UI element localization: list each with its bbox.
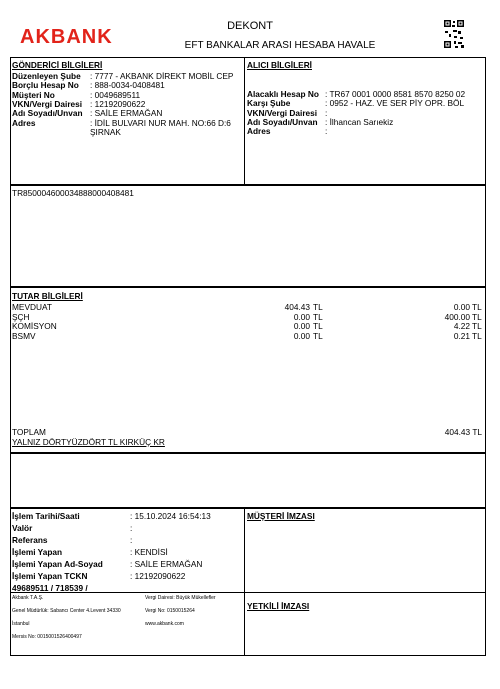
transaction-field-value: :: [130, 535, 133, 545]
total-value: 404.43 TL: [444, 427, 482, 437]
transaction-field-value: : 15.10.2024 16:54:13: [130, 511, 211, 521]
transaction-field-label: İşlemi Yapan: [12, 547, 63, 557]
receiver-field-label: Karşı Şube: [247, 98, 291, 109]
reference-line: 49689511 / 718539 /: [12, 583, 88, 593]
sender-field-label: VKN/Vergi Dairesi: [12, 98, 83, 109]
amount-right-currency: TL: [472, 321, 482, 331]
sender-field-value: : SAİLE ERMAĞAN: [90, 108, 163, 119]
sender-heading: GÖNDERİCİ BİLGİLERİ: [12, 60, 103, 70]
amount-middle-currency: TL: [313, 321, 323, 331]
amount-right-currency: TL: [472, 330, 482, 341]
total-words: YALNIZ DÖRTYÜZDÖRT TL KIRKÜÇ KR: [12, 437, 165, 447]
receiver-field-value: : 0952 - HAZ. VE SER PİY OPR. BÖL: [325, 98, 465, 109]
amount-middle: 404.43: [284, 302, 310, 312]
footer-mid-1: Vergi Dairesi: Büyük Mükellefler: [145, 595, 216, 601]
footer-left-4: Mersis No: 0015001526400497: [12, 634, 82, 640]
description-text: TR850004600034888000408481: [12, 188, 134, 198]
sender-field-value: : 12192090622: [90, 98, 146, 109]
amount-middle: 0.00: [293, 330, 310, 341]
receiver-heading: ALICI BİLGİLERİ: [247, 60, 312, 70]
receiver-field-value: : TR67 0001 0000 8581 8570 8250 02: [325, 89, 466, 99]
authorized-signature-label: YETKİLİ İMZASI: [247, 601, 310, 611]
signature-divider: [244, 592, 486, 593]
amount-right: 4.22: [453, 321, 470, 331]
footer-left-3: İstanbul: [12, 621, 30, 627]
sender-field-value: ŞIRNAK: [90, 126, 121, 137]
amounts-heading: TUTAR BİLGİLERİ: [12, 291, 83, 301]
amount-right-currency: TL: [472, 311, 482, 322]
receiver-field-label: VKN/Vergi Dairesi: [247, 107, 318, 118]
footer-left-2: Genel Müdürlük: Sabancı Center 4.Levent 34330: [12, 608, 121, 614]
transaction-field-label: Referans: [12, 535, 48, 545]
sender-field-label: Adres: [12, 117, 36, 128]
amount-right: 0.00: [453, 302, 470, 312]
amount-middle-currency: TL: [313, 330, 323, 341]
amounts-section: [10, 287, 486, 453]
footer-left-1: Akbank T.A.Ş.: [12, 595, 44, 601]
amount-label: MEVDUAT: [12, 302, 52, 312]
receiver-field-label: Adres: [247, 126, 271, 137]
transaction-field-label: İşlemi Yapan Ad-Soyad: [12, 559, 103, 569]
customer-signature-label: MÜŞTERİ İMZASI: [247, 511, 315, 521]
amount-middle-currency: TL: [313, 311, 323, 322]
sender-field-value: : 888-0034-0408481: [90, 80, 165, 91]
amount-right: 400.00: [444, 311, 470, 322]
amount-label: ŞÇH: [12, 311, 30, 322]
sender-field-label: Adı Soyadı/Unvan: [12, 108, 83, 119]
amount-middle: 0.00: [293, 311, 310, 322]
amount-middle: 0.00: [293, 321, 310, 331]
receiver-field-label: Alacaklı Hesap No: [247, 89, 319, 99]
receiver-field-value: :: [325, 107, 328, 118]
amount-label: KOMİSYON: [12, 321, 57, 331]
transaction-field-value: : SAİLE ERMAĞAN: [130, 559, 203, 569]
transaction-field-label: Valör: [12, 523, 33, 533]
qr-code-icon: [443, 19, 465, 49]
footer-mid-2: Vergi No: 0150015264: [145, 608, 195, 614]
transaction-field-label: İşlemi Yapan TCKN: [12, 571, 88, 581]
transaction-field-value: : KENDİSİ: [130, 547, 168, 557]
amount-right: 0.21: [453, 330, 470, 341]
transaction-field-value: : 12192090622: [130, 571, 186, 581]
amount-middle-currency: TL: [313, 302, 323, 312]
blank-section: [10, 453, 486, 508]
receiver-field-label: Adı Soyadı/Unvan: [247, 116, 318, 127]
footer-mid-3: www.akbank.com: [145, 621, 184, 627]
sender-field-value: : 0049689511: [90, 89, 141, 100]
receiver-field-value: : İlhancan Sarıekiz: [325, 116, 394, 127]
sender-field-label: Düzenleyen Şube: [12, 71, 81, 81]
sender-field-label: Müşteri No: [12, 89, 55, 100]
document-subtitle: EFT BANKALAR ARASI HESABA HAVALE: [184, 40, 376, 51]
parties-divider: [244, 57, 245, 185]
sender-field-value: : 7777 - AKBANK DİREKT MOBİL CEP: [90, 71, 234, 81]
transaction-field-value: :: [130, 523, 133, 533]
sender-field-label: Borçlu Hesap No: [12, 80, 79, 91]
sender-field-value: : İDİL BULVARI NUR MAH. NO:66 D:6: [90, 117, 231, 128]
amount-label: BSMV: [12, 330, 36, 341]
amount-right-currency: TL: [472, 302, 482, 312]
receiver-field-value: :: [325, 126, 328, 137]
transaction-field-label: İşlem Tarihi/Saati: [12, 511, 80, 521]
document-title: DEKONT: [227, 20, 273, 32]
description-section: [10, 185, 486, 287]
total-label: TOPLAM: [12, 427, 46, 437]
akbank-logo: AKBANK: [20, 26, 113, 48]
transaction-divider: [244, 508, 245, 656]
